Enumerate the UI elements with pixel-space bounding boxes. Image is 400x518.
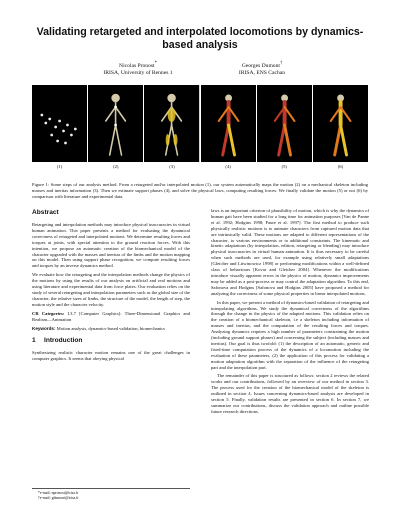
panel-label-1: (1)	[32, 162, 87, 171]
panel-label-2: (2)	[88, 162, 143, 171]
footnote-1: *e-mail: npronost@irisa.fr	[38, 491, 79, 495]
validated-motion-image	[257, 85, 312, 171]
cr-categories	[32, 311, 190, 323]
panel-label-6: (6)	[313, 162, 368, 171]
intro-title: Introduction	[44, 337, 83, 345]
abstract-heading: Abstract	[32, 209, 59, 216]
abstract-paragraph-1: Retargeting and interpolation methods may introduce physical inaccuracies in virtual human animation. This paper presents a method for evaluating the dynamical correctness of retargeted and interpolated motions. We determine resulting forces and torques at joints, with special attention to the ground reaction forces. With this intention, we propose an automatic creation of the biomechanical model of the character upgraded with the masses and inertias of the limbs and the motion mapping on this model. Then using support phase recognition, we compute resulting forces and torques by an inverse dynamics method.	[32, 222, 190, 269]
keywords-label: Keywords:	[32, 325, 56, 331]
motion-frames-image	[32, 85, 87, 171]
right-paragraph-1: laws is an important criterion of plausibility of motion, which is why the dynamics of human gait have been studied for a long time for animation purposes [Van de Panne et al. 1992; Hodgins 1998; Faure et al. 1997]. The first method to produce such physically realistic motions is to animate characters from captured motion data that are intrinsically valid. These motions are adapted to different representations of the character, to various environments or to additional constraints. The kinematic and kinetic adaptations (by interpolation, edition, retargeting or blending) may introduce physical inaccuracies in virtual human animation. It is thus necessary to be careful when such methods are used, for example using relatively small adaptations [Gleicher and Litwinowicz 1998] or performing modifications within a well-defined class of behaviours [Kovar and Gleicher 2004]. Whenever the modifications introduce visually apparent errors in the physics of motion, dynamics improvements may be added as a post-process or may control the adaptation algorithm. To this end, Safonova and Hodgins [Safonova and Hodgins 2005] have proposed a method for analyzing the correctness of some physical properties in linear interpolated motions.	[211, 208, 369, 296]
support-phase-image	[201, 85, 256, 171]
panel-label-4: (4)	[201, 162, 256, 171]
figure-panel-5	[257, 85, 312, 171]
teaser-figure	[32, 85, 368, 171]
figure-panel-3	[144, 85, 199, 171]
right-paragraph-3: The remainder of this paper is structured as follows: section 2 reviews the related works and our contributions, followed by an overview of our method in section 3. The process used for the creation of the biomechanical model of the skeleton is outlined in section 4. Issues concerning dynamics-based analysis are developed in section 5. Finally, validation results are presented in section 6. In section 7, we summarize our contributions, discuss the validation approach and outline possible future research directions.	[211, 373, 369, 414]
author-2	[206, 61, 318, 76]
intro-paragraph-1: Synthesizing realistic character motion remains one of the great challenges in computer graphics. It seems that obeying physical	[32, 350, 190, 362]
author-2-name: Georges Dumont	[241, 62, 280, 69]
panel-label-5: (5)	[257, 162, 312, 171]
footnotes	[32, 488, 190, 501]
intro-heading	[32, 337, 190, 345]
mechanical-skeleton-image	[144, 85, 199, 171]
keywords-text: Motion analysis, dynamics-based validation, biomechanics	[56, 325, 166, 331]
rejected-motion-image	[313, 85, 368, 171]
cr-label: CR Categories:	[32, 310, 65, 316]
keywords	[32, 326, 190, 332]
figure-panel-4	[201, 85, 256, 171]
left-column	[32, 208, 190, 365]
panel-label-3: (3)	[144, 162, 199, 171]
author-1-mark: *	[154, 61, 157, 66]
author-2-mark: †	[279, 61, 283, 66]
author-1-affiliation: IRISA, University of Rennes 1	[103, 69, 173, 76]
figure-panel-1	[32, 85, 87, 171]
author-1-name: Nicolas Pronost	[119, 62, 155, 69]
figure-panel-6	[313, 85, 368, 171]
author-2-affiliation: IRISA, ENS Cachan	[238, 69, 286, 76]
intro-number: 1	[32, 337, 36, 345]
right-column	[211, 208, 369, 418]
paper-title: Validating retargeted and interpolated locomotions by dynamics-based analysis	[36, 26, 364, 51]
figure-caption: Figure 1: Some steps of our analysis method. From a retargeted and/or interpolated motion (1), our system automatically maps the motion (2) on a mechanical skeleton including masses and inertias information (3). Then we estimate support phases (4), and solve the physical laws, computing resulting forces. We finally validate the motion (5) or not (6) by comparison with literature and experimental data.	[32, 182, 368, 199]
author-1	[82, 61, 194, 76]
footnote-2: †e-mail: gdumont@irisa.fr	[38, 496, 79, 501]
abstract-paragraph-2: We evaluate how the retargeting and the interpolation methods change the physics of the motions by using the results of our analysis on artificial and real motions and using literature and experimental data from force plates. Our evaluation relies on the study of several retargeting and interpolation parameters such as the global size of the character, the relative sizes of limbs, the structure of the model, the length of step, the motion style and the character velocity.	[32, 272, 190, 307]
figure-panel-2	[88, 85, 143, 171]
right-paragraph-2: In this paper, we present a method of dynamics-based validation of retargeting and interpolating algorithms. We study the dynamical correctness of the algorithms through the change in the physics of the adapted motions. This validation relies on the creation of a biomechanical skeleton, i.e a skeleton including information of masses and inertias, and the computation of the resulting forces and torques. Analyzing dynamics requires a high number of parameters constraining the motion (including ground support phases) and concerning the subject (including masses and inertias). Our goal is thus twofold: (1) the description of an automatic, generic and fixed-time computation process of the dynamics of a locomotion including the evaluation of these parameters, (2) the application of this process for validating a motion adaptation algorithm with the separation of the influence of the retargeting part and the interpolation part.	[211, 299, 369, 370]
skeleton-mapping-image	[88, 85, 143, 171]
cr-text: I.3.7 [Computer Graphics]: Three-Dimensional Graphics and Realism—Animation	[32, 310, 190, 322]
